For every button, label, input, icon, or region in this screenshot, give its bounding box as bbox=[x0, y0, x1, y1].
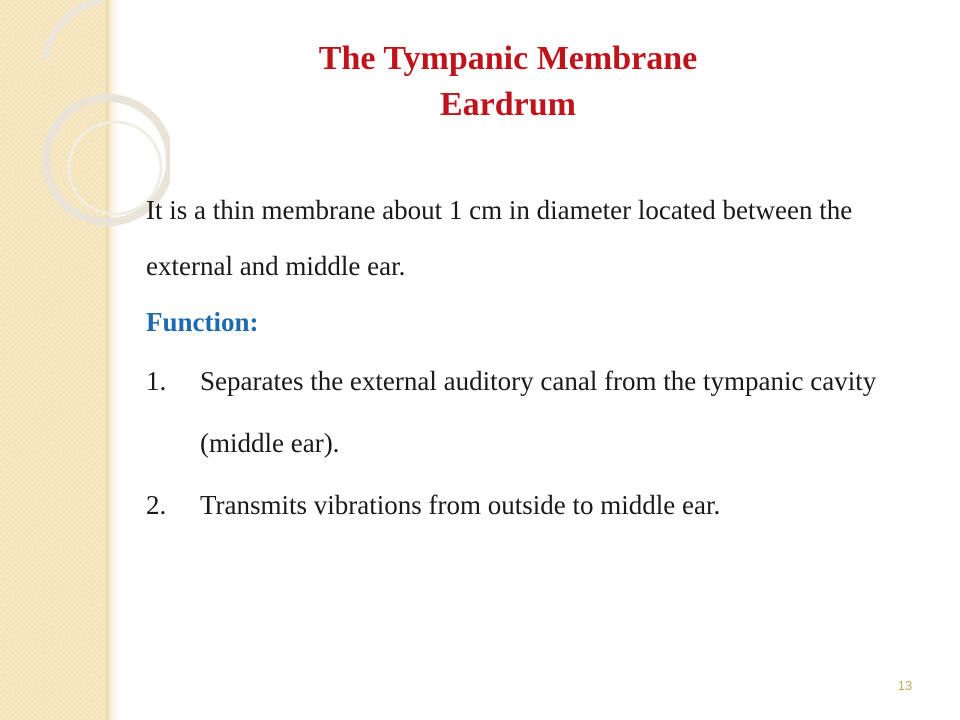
list-item-text: Transmits vibrations from outside to middle ear. bbox=[200, 490, 721, 520]
description-paragraph: It is a thin membrane about 1 cm in diameter located between the external and middle ear. bbox=[146, 195, 853, 281]
function-heading: Function: bbox=[146, 307, 259, 337]
list-item-number: 2. bbox=[146, 490, 167, 520]
page-number: 13 bbox=[897, 678, 913, 693]
function-list bbox=[146, 350, 906, 536]
slide-title bbox=[0, 36, 960, 128]
list-item-number: 1. bbox=[146, 366, 167, 396]
list-item-text: Separates the external auditory canal from the tympanic cavity (middle ear). bbox=[200, 366, 877, 458]
title-line-1: The Tympanic Membrane bbox=[318, 40, 698, 77]
list-item bbox=[146, 474, 906, 536]
list-item bbox=[146, 350, 906, 474]
slide-body bbox=[146, 182, 906, 536]
title-line-2: Eardrum bbox=[440, 86, 576, 123]
